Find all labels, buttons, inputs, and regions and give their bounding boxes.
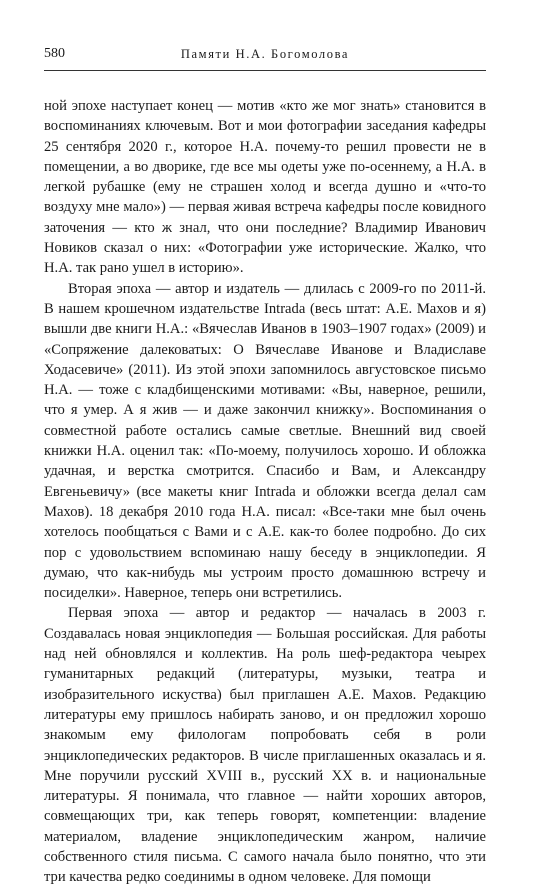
running-title: Памяти Н.А. Богомолова [180,47,350,61]
body-text [44,96,486,888]
running-header [44,44,486,71]
paragraph: ной эпохе наступает конец — мотив «кто же мог знать» становится в воспоминаниях ключевым. Вот и мои фотографии заседания кафедры 25 сентября 2020 г., которое Н.А. почему-то решил провести не в помещении, а во дворике, где все мы одеты уже по-осеннему, а Н.А. в легкой рубашке (ему не страшен холод и всегда душно и «что-то воздуху мне мало») — первая живая встреча кафедры после ковидного заточения — кто ж знал, что они последние? Владимир Иванович Новиков сказал о них: «Фотографии уже исторические. Жалко, что Н.А. так рано ушел в историю». [44,98,486,277]
paragraph: Вторая эпоха — автор и издатель — длилась с 2009-го по 2011-й. В нашем крошечном издательстве Intrada (весь штат: А.Е. Махов и я) вышли две книги Н.А.: «Вячеслав Иванов в 1903–1907 годах» (2009) и «Сопряжение далековатых: О Вячеславе Иванове и Владиславе Ходасевиче» (2011). Из этой эпохи запомнилось августовское письмо Н.А. — тоже с кладбищенскими мотивами: «Вы, наверное, решили, что я умер. А я жив — и даже закончил книжку». Воспоминания о совместной работе остались самые светлые. Внешний вид своей книжки Н.А. оценил так: «По-моему, получилось хорошо. И обложка удачная, и верстка смотрится. Спасибо и Вам, и Александру Евгеньевичу» (все макеты книг Intrada и обложки всегда делал сам Махов). 18 декабря 2010 года Н.А. писал: «Все-таки мне был очень хотелось пообщаться с Вами и с А.Е. как-то более подробно. До сих пор с удовольствием вспоминаю нашу беседу в энциклопедии. Я думаю, что как-нибудь мы устроим просто домашнюю встречу и посиделки». Наверное, теперь они встретились. [44,280,486,602]
paragraph: Первая эпоха — автор и редактор — началась в 2003 г. Создавалась новая энциклопедия — Большая российская. Для работы над ней обновлялся и коллектив. На роль шеф-редактора чеырех гуманитарных редакций (литературы, музыки, театра и изобразительного искуства) был приглашен А.Е. Махов. Редакцию литературы ему пришлось набирать заново, и он предложил хорошо знакомым ему филологам попробовать себя в роли энциклопедических редакторов. В числе приглашенных оказалась и я. Мне поручили русский XVIII в., русский XX в. и национальные литературы. Я понимала, что главное — найти хороших авторов, совмещающих три, как теперь говорят, компетенции: владение материалом, владение энциклопедическим жанром, наличие собственного стиля письма. С самого начала было понятно, что эти три качества редко соединимы в одном человеке. Для помощи [44,605,486,886]
page-number: 580 [44,46,65,61]
